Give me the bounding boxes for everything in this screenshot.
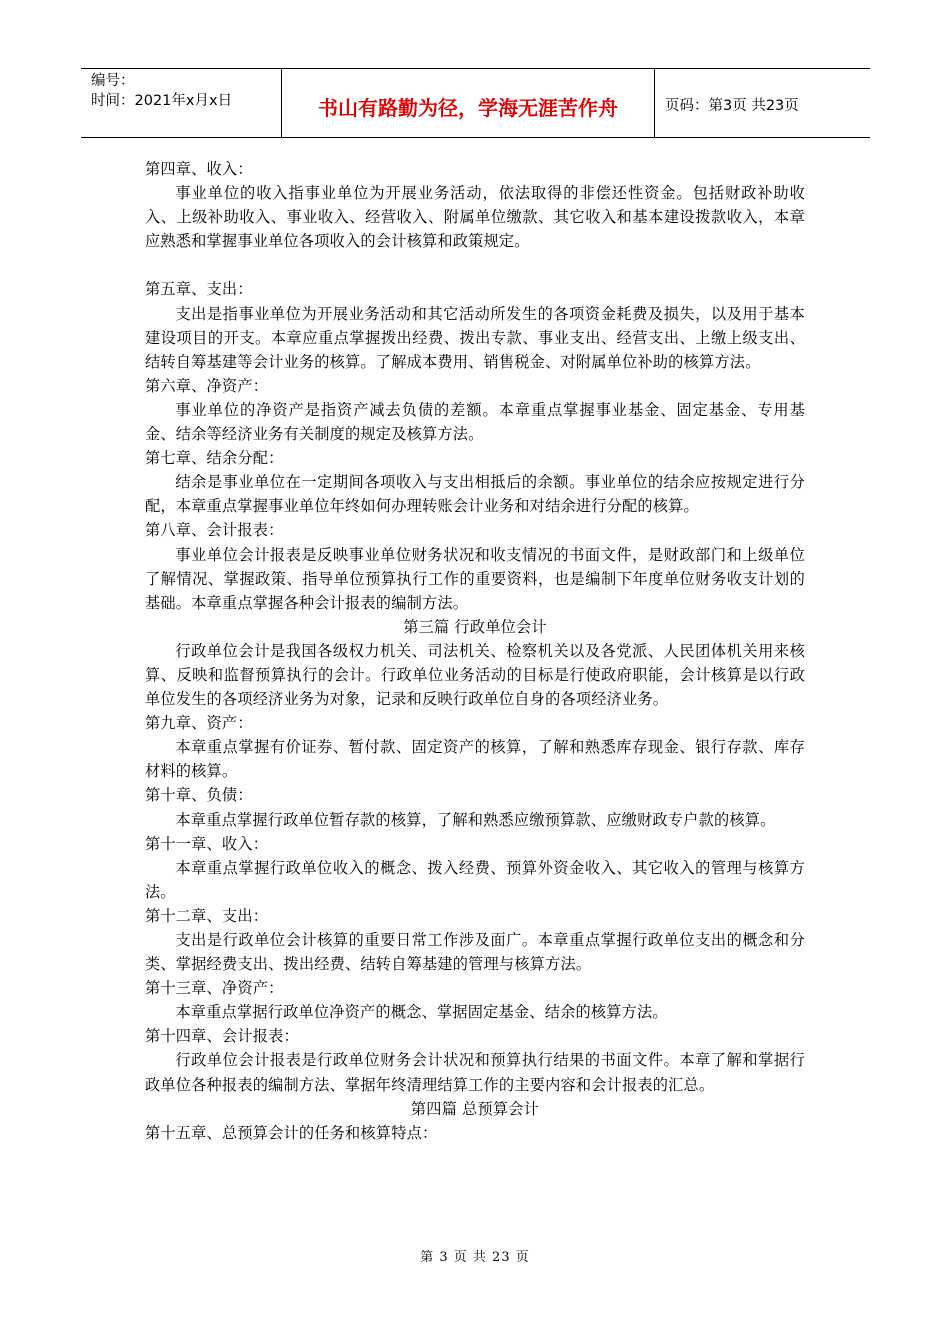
chapter-heading: 第十三章、净资产： (145, 979, 284, 998)
chapter-heading: 第四章、收入： (145, 160, 253, 178)
chapter-heading: 第六章、净资产： (145, 376, 269, 395)
paragraph: 行政单位会计报表是行政单位财务会计状况和预算执行结果的书面文件。本章了解和掌据行政单位各种报表的编制方法、掌据年终清理结算工作的主要内容和会计报表的汇总。 (145, 1051, 805, 1094)
chapter-heading: 第十一章、收入： (145, 834, 269, 853)
chapter-heading: 第十四章、会计报表： (145, 1027, 299, 1046)
paragraph: 结余是事业单位在一定期间各项收入与支出相抵后的余额。事业单位的结余应按规定进行分配，本章重点掌握事业单位年终如何办理转账会计业务和对结余进行分配的核算。 (145, 473, 805, 516)
chapter-heading: 第七章、结余分配： (145, 449, 284, 468)
chapter-heading: 第八章、会计报表： (145, 521, 284, 540)
blank-line (145, 253, 805, 277)
paragraph: 事业单位的净资产是指资产减去负债的差额。本章重点掌握事业基金、固定基金、专用基金、结余等经济业务有关制度的规定及核算方法。 (145, 400, 805, 444)
paragraph: 本章重点掌握有价证券、暂付款、固定资产的核算，了解和熟悉库存现金、银行存款、库存材料的核算。 (145, 738, 805, 781)
paragraph: 事业单位会计报表是反映事业单位财务状况和收支情况的书面文件，是财政部门和上级单位了解情况、掌握政策、指导单位预算执行工作的重要资料，也是编制下年度单位财务收支计划的基础。本章重点掌握各种会计报表的编制方法。 (145, 545, 805, 612)
paragraph: 本章重点掌据行政单位净资产的概念、掌据固定基金、结余的核算方法。 (175, 1003, 668, 1022)
document-body (145, 157, 805, 1145)
document-number-label: 编号： (91, 73, 135, 89)
paragraph: 事业单位的收入指事业单位为开展业务活动，依法取得的非偿还性资金。包括财政补助收入、上级补助收入、事业收入、经营收入、附属单位缴款、其它收入和基本建设拨款收入，本章应熟悉和掌握事业单位各项收入的会计核算和政策规定。 (145, 184, 805, 251)
paragraph: 支出是行政单位会计核算的重要日常工作涉及面广。本章重点掌握行政单位支出的概念和分类、掌据经费支出、拨出经费、结转自筹基建的管理与核算方法。 (145, 931, 805, 974)
paragraph: 行政单位会计是我国各级权力机关、司法机关、检察机关以及各党派、人民团体机关用来核算、反映和监督预算执行的会计。行政单位业务活动的目标是行使政府职能，会计核算是以行政单位发生的各项经济业务为对象，记录和反映行政单位自身的各项经济业务。 (145, 641, 805, 709)
chapter-heading: 第五章、支出： (145, 280, 253, 299)
header-page-info: 页码：第3页 共23页 (665, 97, 799, 114)
header-meta (81, 69, 282, 137)
paragraph: 支出是指事业单位为开展业务活动和其它活动所发生的各项资金耗费及损失，以及用于基本建设项目的开支。本章应重点掌握拨出经费、拨出专款、事业支出、经营支出、上缴上级支出、结转自筹基建等会计业务的核算。了解成本费用、销售税金、对附属单位补助的核算方法。 (145, 304, 805, 371)
paragraph: 本章重点掌握行政单位收入的概念、拨入经费、预算外资金收入、其它收入的管理与核算方法。 (145, 858, 805, 901)
document-date: 时间：2021年x月x日 (91, 93, 233, 109)
chapter-heading: 第十章、负债： (145, 786, 253, 805)
part-heading: 第四篇 总预算会计 (410, 1099, 540, 1118)
part-heading: 第三篇 行政单位会计 (403, 617, 547, 636)
header-motto: 书山有路勤为径，学海无涯苦作舟 (282, 69, 655, 137)
chapter-heading: 第十二章、支出： (145, 906, 269, 925)
paragraph: 本章重点掌握行政单位暂存款的核算，了解和熟悉应缴预算款、应缴财政专户款的核算。 (175, 810, 776, 829)
page-footer: 第 3 页 共 23 页 (420, 1250, 530, 1265)
document-header (81, 68, 870, 138)
chapter-heading: 第十五章、总预算会计的任务和核算特点： (145, 1123, 438, 1142)
chapter-heading: 第九章、资产： (145, 714, 253, 733)
